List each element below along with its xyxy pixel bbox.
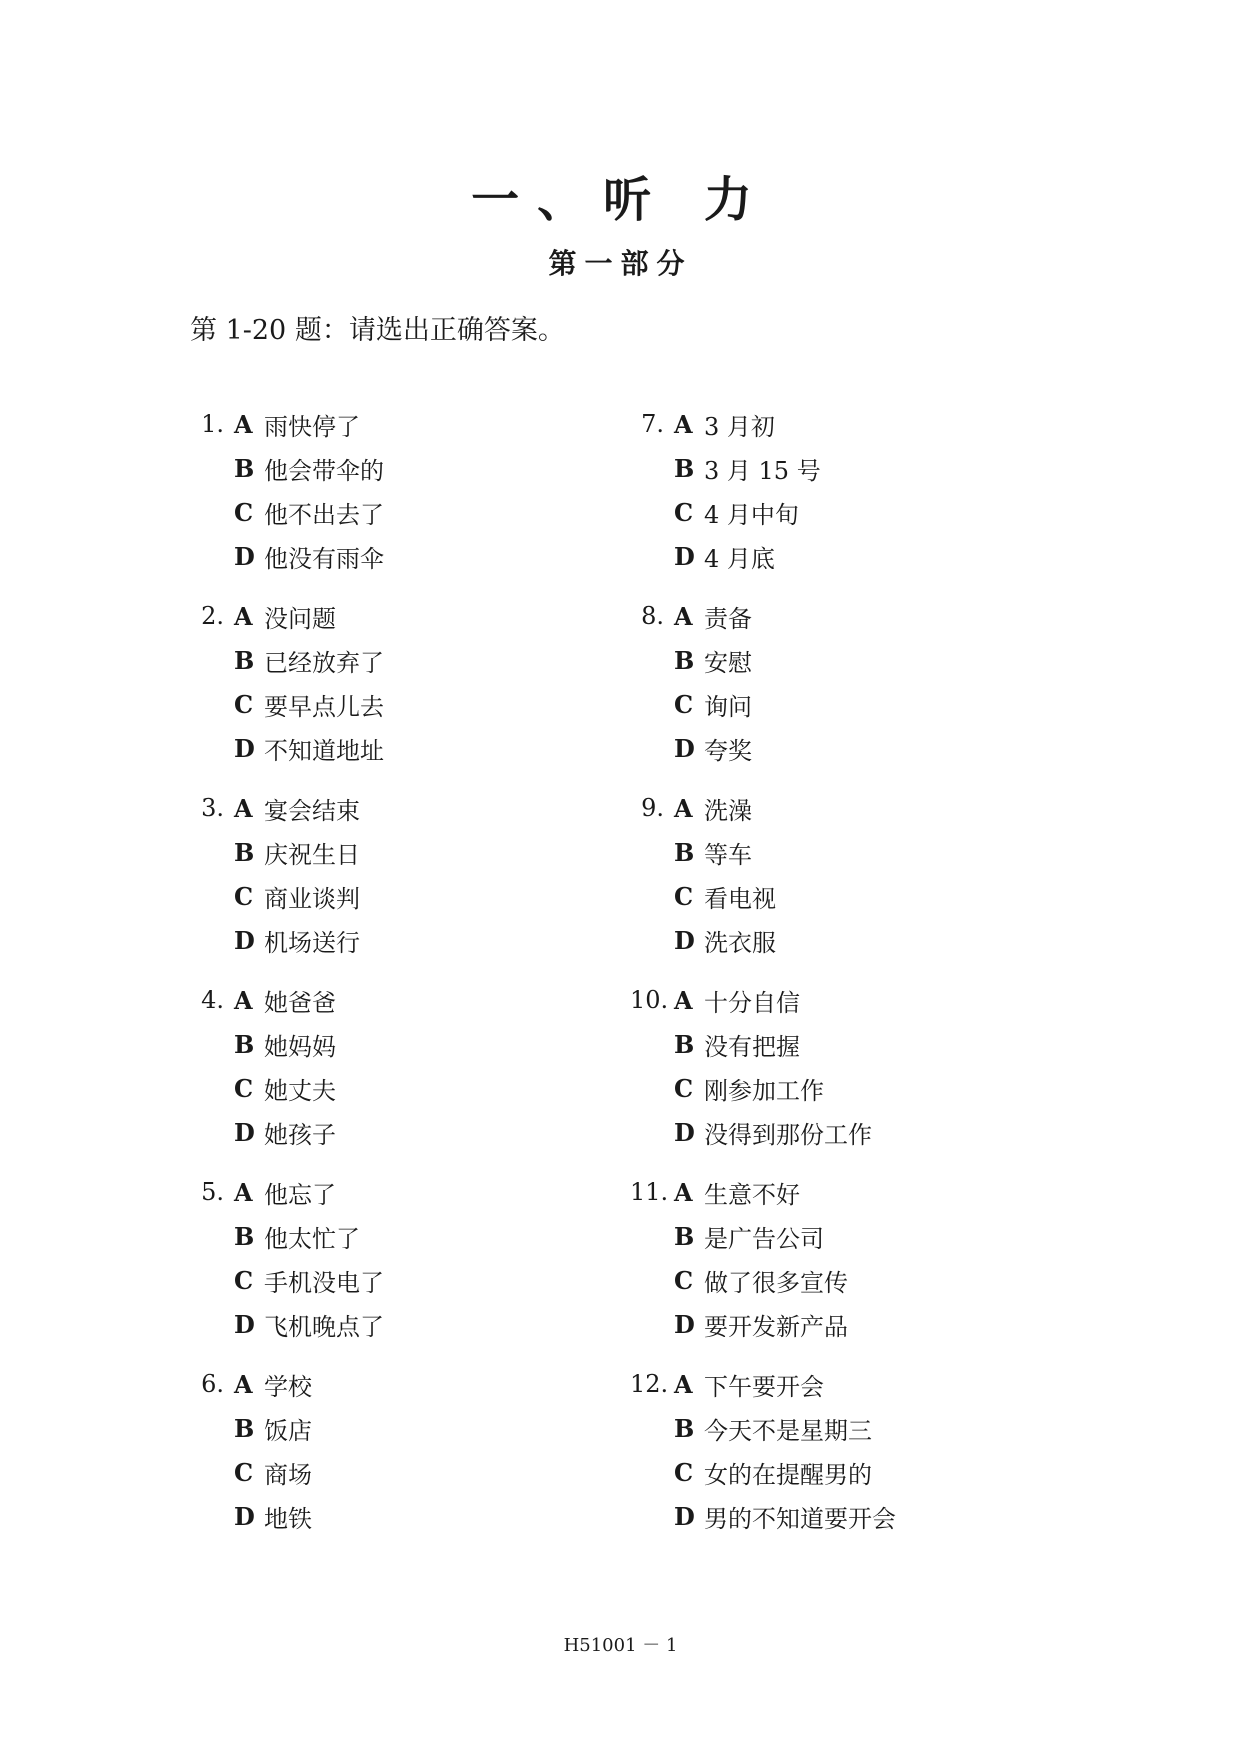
question-number: 2.	[201, 602, 224, 630]
option-text: 他会带伞的	[264, 456, 384, 485]
answer-option	[630, 1258, 896, 1302]
option-letter: D	[674, 541, 695, 571]
answer-option	[190, 1110, 384, 1154]
question-number: 6.	[201, 1370, 224, 1398]
option-letter: B	[234, 453, 255, 483]
option-text: 没得到那份工作	[704, 1120, 872, 1149]
answer-option	[190, 1362, 384, 1406]
option-letter: B	[234, 1029, 255, 1059]
question-number: 4.	[201, 986, 224, 1014]
option-text: 手机没电了	[264, 1268, 384, 1297]
option-text: 洗澡	[704, 796, 752, 825]
option-letter: C	[234, 1457, 254, 1487]
option-text: 她爸爸	[264, 988, 336, 1017]
option-text: 商业谈判	[264, 884, 360, 913]
option-letter: B	[234, 837, 255, 867]
option-letter: B	[674, 453, 695, 483]
option-text: 女的在提醒男的	[704, 1460, 872, 1489]
instruction-text: 第 1-20 题：请选出正确答案。	[190, 315, 565, 346]
option-letter: A	[234, 409, 253, 439]
question-item	[630, 978, 896, 1170]
option-letter: B	[674, 1413, 695, 1443]
question-number: 8.	[641, 602, 664, 630]
answer-option	[630, 1214, 896, 1258]
option-text: 宴会结束	[264, 796, 360, 825]
left-question-column	[190, 402, 384, 1554]
question-item	[630, 594, 896, 786]
answer-option	[630, 1406, 896, 1450]
answer-option	[630, 446, 896, 490]
answer-option	[630, 1494, 896, 1538]
question-item	[190, 594, 384, 786]
option-letter: C	[234, 497, 254, 527]
answer-option	[190, 1302, 384, 1346]
option-letter: C	[674, 1073, 694, 1103]
option-letter: C	[234, 881, 254, 911]
option-letter: D	[234, 1117, 255, 1147]
option-text: 饭店	[264, 1416, 312, 1445]
answer-option	[190, 1170, 384, 1214]
option-text: 今天不是星期三	[704, 1416, 872, 1445]
option-text: 等车	[704, 840, 752, 869]
question-number: 11.	[630, 1178, 669, 1206]
option-text: 下午要开会	[704, 1372, 824, 1401]
answer-option	[630, 534, 896, 578]
question-item	[190, 402, 384, 594]
option-letter: D	[234, 541, 255, 571]
option-letter: A	[674, 793, 693, 823]
option-letter: C	[674, 689, 694, 719]
option-letter: A	[674, 985, 693, 1015]
answer-option	[190, 446, 384, 490]
answer-option	[630, 1362, 896, 1406]
answer-option	[630, 402, 896, 446]
option-text: 他不出去了	[264, 500, 384, 529]
option-letter: D	[234, 733, 255, 763]
option-text: 责备	[704, 604, 752, 633]
option-letter: D	[674, 925, 695, 955]
question-number: 9.	[641, 794, 664, 822]
answer-option	[190, 1450, 384, 1494]
option-letter: C	[674, 1265, 694, 1295]
answer-option	[630, 1066, 896, 1110]
option-letter: D	[674, 733, 695, 763]
page-footer: H51001 － 1	[563, 1635, 678, 1656]
answer-option	[190, 1258, 384, 1302]
option-text: 是广告公司	[704, 1224, 824, 1253]
option-letter: A	[674, 409, 693, 439]
answer-option	[190, 534, 384, 578]
option-letter: D	[234, 1501, 255, 1531]
option-letter: A	[234, 985, 253, 1015]
option-text: 夸奖	[704, 736, 752, 765]
option-letter: A	[234, 601, 253, 631]
question-number: 12.	[630, 1370, 669, 1398]
section-title: 一、听 力	[471, 172, 770, 228]
option-text: 询问	[704, 692, 752, 721]
answer-option	[630, 1110, 896, 1154]
option-letter: C	[234, 1265, 254, 1295]
option-text: 他忘了	[264, 1180, 336, 1209]
answer-option	[190, 594, 384, 638]
option-text: 做了很多宣传	[704, 1268, 848, 1297]
answer-option	[190, 830, 384, 874]
question-item	[630, 786, 896, 978]
option-letter: D	[674, 1117, 695, 1147]
answer-option	[190, 786, 384, 830]
option-text: 飞机晚点了	[264, 1312, 384, 1341]
option-text: 要早点儿去	[264, 692, 384, 721]
option-text: 不知道地址	[264, 736, 384, 765]
option-letter: B	[674, 1221, 695, 1251]
option-letter: D	[234, 1309, 255, 1339]
question-item	[190, 1170, 384, 1362]
answer-option	[630, 1022, 896, 1066]
answer-option	[630, 682, 896, 726]
answer-option	[190, 726, 384, 770]
option-text: 商场	[264, 1460, 312, 1489]
answer-option	[190, 1406, 384, 1450]
option-text: 4 月中旬	[704, 500, 799, 529]
option-text: 洗衣服	[704, 928, 776, 957]
answer-option	[190, 1494, 384, 1538]
answer-option	[190, 682, 384, 726]
option-text: 男的不知道要开会	[704, 1504, 896, 1533]
option-text: 庆祝生日	[264, 840, 360, 869]
option-text: 生意不好	[704, 1180, 800, 1209]
answer-option	[630, 874, 896, 918]
option-text: 刚参加工作	[704, 1076, 824, 1105]
answer-option	[630, 830, 896, 874]
answer-option	[630, 978, 896, 1022]
answer-option	[190, 1214, 384, 1258]
question-item	[630, 1170, 896, 1362]
question-number: 5.	[201, 1178, 224, 1206]
option-letter: B	[674, 837, 695, 867]
option-text: 地铁	[264, 1504, 312, 1533]
question-number: 1.	[201, 410, 224, 438]
option-text: 机场送行	[264, 928, 360, 957]
option-text: 没问题	[264, 604, 336, 633]
answer-option	[630, 786, 896, 830]
option-letter: A	[234, 1177, 253, 1207]
answer-option	[630, 594, 896, 638]
option-letter: C	[234, 1073, 254, 1103]
option-text: 3 月初	[704, 412, 775, 441]
question-item	[190, 1362, 384, 1554]
answer-option	[630, 918, 896, 962]
option-letter: B	[674, 1029, 695, 1059]
option-letter: B	[234, 1221, 255, 1251]
answer-option	[190, 402, 384, 446]
option-text: 十分自信	[704, 988, 800, 1017]
option-text: 看电视	[704, 884, 776, 913]
option-letter: B	[234, 1413, 255, 1443]
question-number: 3.	[201, 794, 224, 822]
option-letter: C	[234, 689, 254, 719]
answer-option	[190, 874, 384, 918]
answer-option	[630, 726, 896, 770]
option-letter: A	[674, 1177, 693, 1207]
option-text: 他太忙了	[264, 1224, 360, 1253]
question-item	[190, 978, 384, 1170]
option-text: 3 月 15 号	[704, 456, 821, 485]
question-item	[190, 786, 384, 978]
option-text: 她妈妈	[264, 1032, 336, 1061]
option-letter: C	[674, 497, 694, 527]
answer-option	[630, 1170, 896, 1214]
option-text: 学校	[264, 1372, 312, 1401]
option-text: 雨快停了	[264, 412, 360, 441]
answer-option	[190, 490, 384, 534]
answer-option	[190, 1022, 384, 1066]
answer-option	[190, 978, 384, 1022]
option-letter: A	[674, 1369, 693, 1399]
option-text: 她丈夫	[264, 1076, 336, 1105]
option-letter: C	[674, 1457, 694, 1487]
answer-option	[630, 1450, 896, 1494]
option-text: 他没有雨伞	[264, 544, 384, 573]
option-letter: D	[234, 925, 255, 955]
question-number: 7.	[641, 410, 664, 438]
option-text: 要开发新产品	[704, 1312, 848, 1341]
option-letter: C	[674, 881, 694, 911]
answer-option	[630, 1302, 896, 1346]
option-letter: D	[674, 1309, 695, 1339]
option-letter: A	[234, 793, 253, 823]
option-text: 安慰	[704, 648, 752, 677]
question-item	[630, 1362, 896, 1554]
option-letter: A	[674, 601, 693, 631]
option-letter: A	[234, 1369, 253, 1399]
option-letter: B	[674, 645, 695, 675]
question-number: 10.	[630, 986, 669, 1014]
answer-option	[190, 918, 384, 962]
answer-option	[630, 490, 896, 534]
answer-option	[630, 638, 896, 682]
part-title: 第一部分	[548, 247, 693, 280]
option-text: 4 月底	[704, 544, 775, 573]
answer-option	[190, 638, 384, 682]
option-letter: B	[234, 645, 255, 675]
option-text: 已经放弃了	[264, 648, 384, 677]
option-letter: D	[674, 1501, 695, 1531]
question-item	[630, 402, 896, 594]
answer-option	[190, 1066, 384, 1110]
option-text: 她孩子	[264, 1120, 336, 1149]
right-question-column	[630, 402, 896, 1554]
option-text: 没有把握	[704, 1032, 800, 1061]
